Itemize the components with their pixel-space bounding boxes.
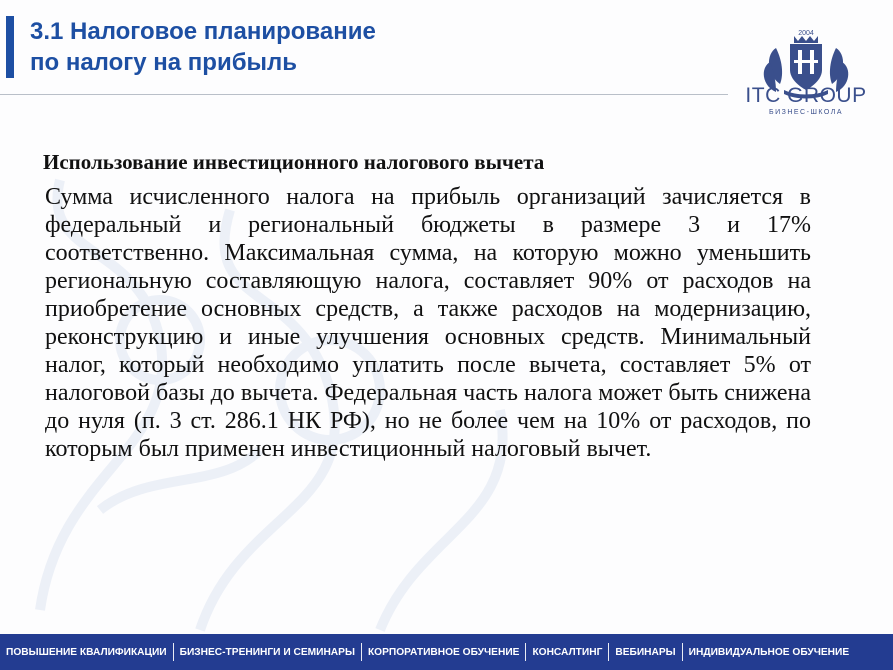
footer-divider <box>682 643 683 661</box>
footer-divider <box>361 643 362 661</box>
footer-divider <box>173 643 174 661</box>
body-paragraph: Сумма исчисленного налога на прибыль организаций зачисляется в федеральный и региональный бюджеты в размере 3 и 17% соответственно. Максимальная сумма, на которую можно уменьшить региональную составляющую налога, составляет 90% от расходов на приобретение основных средств, а также расходов на модернизацию, реконструкцию и иные улучшения основных средств. Минимальный налог, который необходимо уплатить после вычета, составляет 5% от налоговой базы до вычета. Федеральная часть налога может быть снижена до нуля (п. 3 ст. 286.1 НК РФ), но не более чем на 10% от расходов, по которым был применен инвестиционный налоговый вычет. <box>45 184 811 462</box>
title-line-1: 3.1 Налоговое планирование <box>30 18 376 45</box>
title-line-2: по налогу на прибыль <box>30 49 298 76</box>
footer-divider <box>608 643 609 661</box>
logo-name: ITC GROUP <box>745 84 867 107</box>
slide-title <box>30 16 376 78</box>
logo-tagline: БИЗНЕС-ШКОЛА <box>768 109 843 116</box>
footer-item-trainings[interactable]: БИЗНЕС-ТРЕНИНГИ И СЕМИНАРЫ <box>179 646 355 658</box>
footer-item-webinars[interactable]: ВЕБИНАРЫ <box>615 646 676 658</box>
title-divider <box>0 94 728 95</box>
title-accent-bar <box>6 16 14 78</box>
footer-item-consulting[interactable]: КОНСАЛТИНГ <box>532 646 603 658</box>
logo-year: 2004 <box>798 30 814 37</box>
footer-item-corporate[interactable]: КОРПОРАТИВНОЕ ОБУЧЕНИЕ <box>367 646 520 658</box>
footer-item-qualification[interactable]: ПОВЫШЕНИЕ КВАЛИФИКАЦИИ <box>6 646 167 658</box>
footer-divider <box>525 643 526 661</box>
section-subheading: Использование инвестиционного налогового вычета <box>43 150 545 174</box>
footer-bar <box>0 634 893 670</box>
footer-item-individual[interactable]: ИНДИВИДУАЛЬНОЕ ОБУЧЕНИЕ <box>688 646 850 658</box>
